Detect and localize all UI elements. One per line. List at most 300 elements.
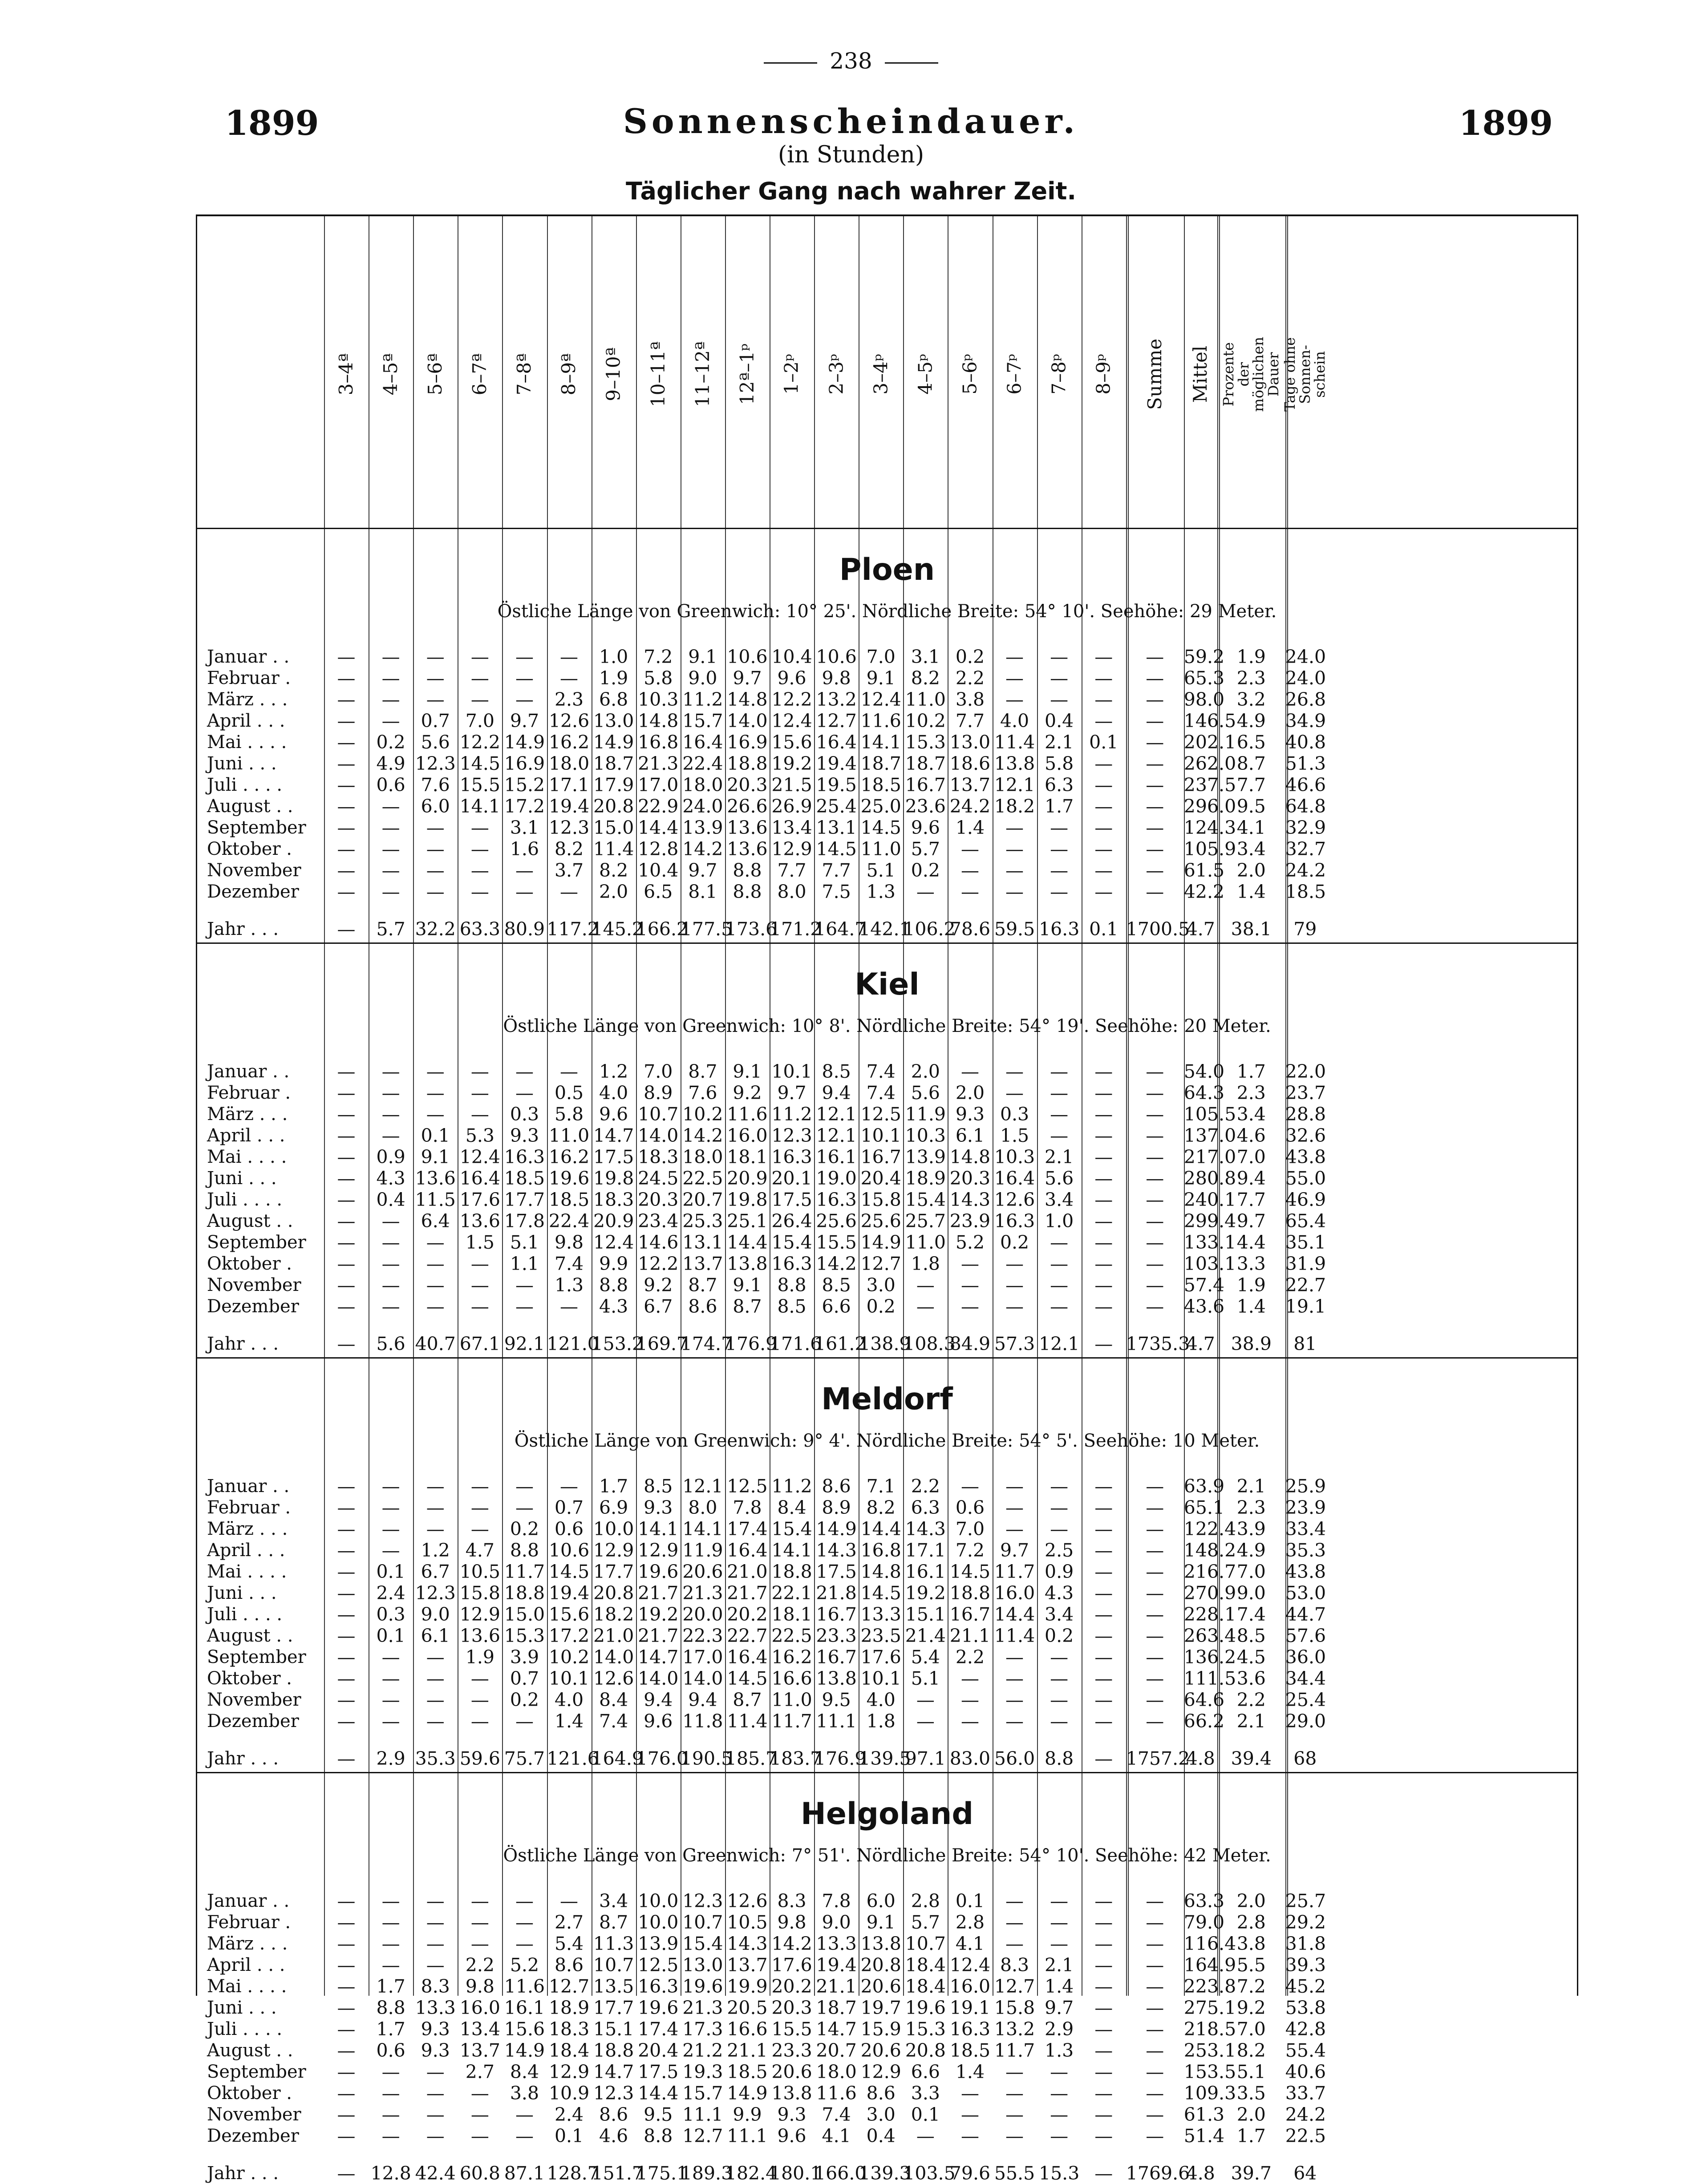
table-cell: 16.7 [860, 1146, 901, 1168]
table-cell: — [1094, 2104, 1113, 2125]
table-cell: 2.0 [599, 881, 628, 902]
table-cell: — [381, 1890, 400, 1912]
table-cell: 14.3 [727, 1933, 768, 1954]
year-total-row [197, 918, 1577, 940]
table-cell: 18.8 [504, 1582, 545, 1604]
table-cell: 79.6 [949, 2163, 991, 2184]
table-cell: 18.2 [593, 1604, 634, 1625]
table-cell: 4.0 [554, 1689, 584, 1711]
table-cell: — [1050, 1476, 1069, 1497]
table-cell: 75.7 [504, 1748, 545, 1769]
table-cell: 40.6 [1285, 2061, 1326, 2083]
table-cell: 18.7 [905, 753, 946, 774]
table-cell: 14.4 [994, 1604, 1035, 1625]
table-cell: — [337, 1333, 356, 1355]
table-row [197, 1082, 1577, 1104]
table-cell: 13.8 [771, 2083, 812, 2104]
table-cell: 21.3 [682, 1582, 723, 1604]
table-cell: — [470, 1890, 489, 1912]
table-cell: 9.6 [777, 667, 806, 689]
column-header [547, 225, 592, 523]
table-cell: 5.3 [465, 1125, 494, 1146]
table-cell: 61.5 [1183, 860, 1225, 881]
table-cell: — [470, 881, 489, 902]
table-cell: 17.5 [638, 2061, 679, 2083]
table-cell: 18.0 [682, 774, 723, 796]
table-cell: 1700.5 [1126, 918, 1190, 940]
table-cell: 19.2 [771, 753, 812, 774]
table-cell: 11.4 [727, 1711, 768, 1732]
table-cell: 12.6 [727, 1890, 768, 1912]
table-cell: — [1050, 817, 1069, 838]
table-cell: 177.5 [680, 918, 733, 940]
table-cell: — [337, 1954, 356, 1976]
table-cell: 7.6 [688, 1082, 717, 1104]
table-cell: 19.6 [682, 1976, 723, 1997]
table-cell: 20.8 [860, 1954, 901, 1976]
table-cell: 25.1 [727, 1210, 768, 1232]
table-cell: — [337, 1274, 356, 1296]
table-cell: 139.3 [859, 2163, 911, 2184]
table-cell: 1.3 [1045, 2040, 1074, 2061]
table-cell: 16.6 [727, 2018, 768, 2040]
row-label: September [207, 2062, 306, 2082]
table-cell: 1.5 [465, 1232, 494, 1253]
table-cell: 12.9 [860, 2061, 901, 2083]
sunshine-table [196, 214, 1578, 2184]
table-cell: 3.0 [866, 2104, 896, 2125]
table-cell: 1.7 [376, 1976, 405, 1997]
table-cell: — [1094, 1104, 1113, 1125]
table-cell: 21.1 [949, 1625, 991, 1646]
table-cell: 14.9 [504, 732, 545, 753]
table-cell: 1.3 [866, 881, 896, 902]
table-cell: — [960, 1711, 979, 1732]
table-cell: — [1094, 1689, 1113, 1711]
table-cell: — [1050, 1646, 1069, 1668]
table-cell: 138.9 [859, 1333, 911, 1355]
table-cell: 0.4 [1045, 710, 1074, 732]
table-cell: 5.1 [510, 1232, 539, 1253]
table-cell: 19.4 [816, 753, 857, 774]
table-cell: 9.6 [777, 2125, 806, 2147]
column-header-label: Mittel [1189, 345, 1212, 403]
row-label: März . . . [207, 1933, 288, 1954]
table-cell: 9.6 [644, 1711, 673, 1732]
table-cell: 2.4 [554, 2104, 584, 2125]
table-cell: 5.6 [1045, 1168, 1074, 1189]
table-cell: — [1050, 860, 1069, 881]
table-cell: 14.0 [638, 1668, 679, 1689]
table-cell: — [426, 689, 445, 710]
table-cell: — [426, 2083, 445, 2104]
table-cell: 28.8 [1285, 1104, 1326, 1125]
table-cell: — [1146, 1476, 1164, 1497]
column-header [369, 225, 413, 523]
table-cell: 2.3 [1236, 667, 1266, 689]
table-cell: 17.5 [816, 1561, 857, 1582]
table-cell: 32.7 [1285, 838, 1326, 860]
table-cell: — [426, 1476, 445, 1497]
table-cell: 4.9 [376, 753, 405, 774]
table-cell: 8.8 [1045, 1748, 1074, 1769]
table-cell: 0.2 [1045, 1625, 1074, 1646]
table-cell: 9.3 [777, 2104, 806, 2125]
table-cell: — [337, 2040, 356, 2061]
table-cell: — [337, 753, 356, 774]
column-header-label: 8–9ᵖ [1092, 354, 1114, 395]
table-cell: — [1005, 1253, 1024, 1274]
column-header-label: 11–12ª [691, 341, 713, 407]
table-cell: 14.4 [727, 1232, 768, 1253]
table-cell: 1.2 [421, 1540, 450, 1561]
table-cell: — [381, 1296, 400, 1317]
table-row [197, 753, 1577, 774]
table-cell: — [1005, 2104, 1024, 2125]
table-cell: — [1094, 2163, 1113, 2184]
table-cell: 7.0 [866, 646, 896, 667]
table-cell: — [1094, 2061, 1113, 2083]
table-cell: 1.7 [1236, 2125, 1266, 2147]
row-label: Oktober . [207, 839, 292, 859]
table-cell: 17.7 [593, 1561, 634, 1582]
table-cell: — [1146, 1518, 1164, 1540]
table-cell: — [426, 1689, 445, 1711]
table-cell: — [470, 817, 489, 838]
table-cell: 7.7 [1236, 1189, 1266, 1210]
table-cell: — [560, 1061, 579, 1082]
table-cell: 3.8 [955, 689, 985, 710]
table-cell: 22.7 [727, 1625, 768, 1646]
table-cell: — [381, 2061, 400, 2083]
table-cell: 18.8 [593, 2040, 634, 2061]
table-cell: 13.9 [682, 817, 723, 838]
table-cell: 24.2 [1285, 2104, 1326, 2125]
table-cell: 202.1 [1183, 732, 1236, 753]
table-cell: — [381, 1104, 400, 1125]
table-cell: — [1094, 1954, 1113, 1976]
page-subtitle: (in Stunden) [778, 142, 924, 168]
table-cell: 21.0 [593, 1625, 634, 1646]
table-cell: 2.9 [1045, 2018, 1074, 2040]
table-cell: — [1146, 1668, 1164, 1689]
table-cell: 15.8 [459, 1582, 500, 1604]
column-header [770, 225, 814, 523]
table-cell: 14.3 [949, 1189, 991, 1210]
table-cell: — [1094, 1646, 1113, 1668]
table-cell: — [1146, 1104, 1164, 1125]
table-cell: 2.8 [1236, 1912, 1266, 1933]
table-cell: 25.4 [816, 796, 857, 817]
table-cell: 146.5 [1183, 710, 1236, 732]
table-cell: 9.3 [421, 2040, 450, 2061]
table-cell: 0.2 [376, 732, 405, 753]
table-cell: 11.2 [682, 689, 723, 710]
row-label: Dezember [207, 2126, 299, 2146]
table-cell: — [381, 667, 400, 689]
table-cell: 16.4 [994, 1168, 1035, 1189]
table-cell: 182.4 [725, 2163, 778, 2184]
table-cell: — [426, 860, 445, 881]
table-cell: 20.4 [638, 2040, 679, 2061]
table-cell: 3.2 [1236, 689, 1266, 710]
table-cell: 11.0 [548, 1125, 590, 1146]
table-cell: 11.1 [816, 1711, 857, 1732]
table-cell: 217.0 [1183, 1146, 1236, 1168]
table-cell: 55.5 [994, 2163, 1035, 2184]
table-cell: 4.0 [866, 1689, 896, 1711]
table-cell: 8.5 [644, 1476, 673, 1497]
table-cell: — [470, 689, 489, 710]
table-cell: 10.2 [905, 710, 946, 732]
table-cell: 0.4 [376, 1189, 405, 1210]
table-cell: 15.5 [771, 2018, 812, 2040]
table-cell: — [1146, 646, 1164, 667]
table-cell: 0.2 [510, 1518, 539, 1540]
table-cell: 32.2 [415, 918, 456, 940]
table-cell: 10.0 [593, 1518, 634, 1540]
table-cell: 218.5 [1183, 2018, 1236, 2040]
table-cell: 10.5 [459, 1561, 500, 1582]
table-cell: — [470, 667, 489, 689]
table-cell: 17.6 [771, 1954, 812, 1976]
table-cell: 11.2 [771, 1104, 812, 1125]
table-cell: — [381, 1476, 400, 1497]
table-cell: — [337, 1476, 356, 1497]
table-cell: 4.3 [1045, 1582, 1074, 1604]
table-cell: 19.6 [638, 1997, 679, 2018]
table-cell: 20.5 [727, 1997, 768, 2018]
column-header-label: 4–5ᵖ [914, 354, 936, 395]
table-cell: 13.0 [682, 1954, 723, 1976]
table-cell: 8.8 [510, 1540, 539, 1561]
row-label: März . . . [207, 1104, 288, 1124]
row-label: Jahr . . . [207, 919, 279, 939]
table-cell: 13.6 [727, 817, 768, 838]
table-cell: 8.8 [376, 1997, 405, 2018]
table-cell: 9.5 [644, 2104, 673, 2125]
table-cell: 12.7 [994, 1976, 1035, 1997]
table-cell: — [337, 1933, 356, 1954]
table-cell: 12.2 [638, 1253, 679, 1274]
table-cell: — [381, 689, 400, 710]
table-cell: 16.8 [638, 732, 679, 753]
table-cell: 176.9 [725, 1333, 778, 1355]
table-cell: 23.6 [905, 796, 946, 817]
table-cell: — [337, 1082, 356, 1104]
table-cell: 10.1 [860, 1668, 901, 1689]
table-cell: — [1094, 817, 1113, 838]
table-cell: 1.4 [955, 817, 985, 838]
table-cell: — [1005, 838, 1024, 860]
table-cell: 0.6 [376, 774, 405, 796]
table-cell: — [337, 1997, 356, 2018]
table-row [197, 2061, 1577, 2083]
table-cell: — [1094, 838, 1113, 860]
table-cell: 9.9 [599, 1253, 628, 1274]
table-cell: — [1005, 667, 1024, 689]
table-cell: 8.2 [599, 860, 628, 881]
section-rule [197, 942, 1577, 944]
table-row [197, 667, 1577, 689]
table-cell: — [1005, 1933, 1024, 1954]
table-cell: — [515, 2125, 534, 2147]
table-row [197, 1497, 1577, 1518]
table-cell: 275.1 [1183, 1997, 1236, 2018]
column-header-label: 3–4ª [335, 353, 357, 396]
table-cell: 16.9 [504, 753, 545, 774]
table-cell: — [1146, 796, 1164, 817]
table-cell: 22.5 [771, 1625, 812, 1646]
table-cell: — [470, 1689, 489, 1711]
table-cell: 15.3 [1038, 2163, 1080, 2184]
year-right: 1899 [1459, 103, 1553, 143]
table-cell: 17.0 [638, 774, 679, 796]
table-cell: 22.3 [682, 1625, 723, 1646]
table-cell: 7.0 [465, 710, 494, 732]
table-cell: — [1146, 1604, 1164, 1625]
column-header [903, 225, 948, 523]
table-cell: — [470, 860, 489, 881]
table-cell: 1.4 [554, 1711, 584, 1732]
table-cell: 166.0 [814, 2163, 867, 2184]
table-cell: 12.1 [994, 774, 1035, 796]
table-cell: — [1005, 1689, 1024, 1711]
table-cell: — [426, 881, 445, 902]
table-cell: 22.9 [638, 796, 679, 817]
table-cell: 10.7 [638, 1104, 679, 1125]
table-cell: 32.6 [1285, 1125, 1326, 1146]
table-cell: 122.4 [1183, 1518, 1236, 1540]
table-cell: 79.0 [1183, 1912, 1225, 1933]
row-label: Juni . . . [207, 753, 277, 774]
table-cell: 7.4 [822, 2104, 851, 2125]
table-cell: 1735.3 [1126, 1333, 1190, 1355]
table-cell: — [470, 1912, 489, 1933]
table-cell: — [1050, 1912, 1069, 1933]
table-cell: 223.8 [1183, 1976, 1236, 1997]
table-cell: 18.5 [860, 774, 901, 796]
table-cell: 8.6 [688, 1296, 717, 1317]
table-cell: 9.4 [644, 1689, 673, 1711]
table-cell: 8.4 [777, 1497, 806, 1518]
column-header [859, 225, 903, 523]
table-cell: — [426, 1253, 445, 1274]
table-cell: — [381, 796, 400, 817]
table-row [197, 1689, 1577, 1711]
table-cell: 19.2 [638, 1604, 679, 1625]
table-cell: — [337, 1232, 356, 1253]
table-cell: 3.3 [911, 2083, 940, 2104]
table-cell: — [337, 667, 356, 689]
table-cell: 299.4 [1183, 1210, 1236, 1232]
table-cell: 60.8 [459, 2163, 500, 2184]
table-cell: 11.4 [593, 838, 634, 860]
table-cell: 17.3 [682, 2018, 723, 2040]
table-cell: 0.9 [1045, 1561, 1074, 1582]
table-cell: 25.7 [1285, 1890, 1326, 1912]
table-cell: 4.1 [822, 2125, 851, 2147]
table-cell: — [960, 881, 979, 902]
table-cell: — [1050, 2104, 1069, 2125]
table-cell: — [337, 1646, 356, 1668]
row-label: Jahr . . . [207, 2163, 279, 2184]
table-cell: 14.9 [593, 732, 634, 753]
table-cell: — [337, 2104, 356, 2125]
table-cell: — [1094, 1497, 1113, 1518]
column-header [413, 225, 458, 523]
table-cell: 9.7 [777, 1082, 806, 1104]
table-cell: — [337, 1604, 356, 1625]
table-cell: — [337, 1253, 356, 1274]
table-cell: 19.6 [638, 1561, 679, 1582]
table-cell: 0.1 [554, 2125, 584, 2147]
table-cell: — [515, 1082, 534, 1104]
table-cell: — [1050, 1518, 1069, 1540]
station-name: Helgoland [800, 1796, 973, 1832]
column-header [1126, 225, 1184, 523]
table-cell: 8.7 [733, 1296, 762, 1317]
table-cell: 0.7 [510, 1668, 539, 1689]
table-cell: — [1094, 2018, 1113, 2040]
table-cell: — [426, 817, 445, 838]
table-cell: 15.4 [771, 1232, 812, 1253]
table-cell: 18.4 [548, 2040, 590, 2061]
table-cell: — [1146, 1689, 1164, 1711]
table-cell: 54.0 [1183, 1061, 1225, 1082]
table-cell: — [1005, 1668, 1024, 1689]
table-cell: — [337, 1711, 356, 1732]
table-cell: 5.1 [866, 860, 896, 881]
column-header [1082, 225, 1126, 523]
table-cell: 19.8 [593, 1168, 634, 1189]
column-header-label: 3–4ᵖ [870, 354, 892, 395]
table-cell: — [1005, 2083, 1024, 2104]
table-cell: 8.7 [733, 1689, 762, 1711]
table-cell: 121.0 [547, 1333, 599, 1355]
table-cell: 10.0 [638, 1912, 679, 1933]
table-cell: 10.1 [860, 1125, 901, 1146]
table-cell: 6.0 [421, 796, 450, 817]
table-cell: — [1050, 667, 1069, 689]
table-row [197, 1274, 1577, 1296]
table-cell: — [1094, 1189, 1113, 1210]
table-cell: 1.5 [1000, 1125, 1029, 1146]
table-cell: 13.7 [727, 1954, 768, 1976]
table-cell: 20.2 [771, 1976, 812, 1997]
table-cell: 18.4 [905, 1976, 946, 1997]
table-cell: 216.7 [1183, 1561, 1236, 1582]
table-cell: — [515, 667, 534, 689]
table-cell: 3.4 [1045, 1189, 1074, 1210]
table-cell: 2.2 [465, 1954, 494, 1976]
table-cell: 6.3 [1045, 774, 1074, 796]
table-cell: 35.3 [415, 1748, 456, 1769]
table-cell: 11.6 [504, 1976, 545, 1997]
table-cell: 20.8 [593, 796, 634, 817]
table-cell: 1.2 [599, 1061, 628, 1082]
table-cell: 15.4 [682, 1933, 723, 1954]
table-cell: 13.6 [459, 1210, 500, 1232]
table-cell: — [337, 1168, 356, 1189]
table-cell: 10.7 [905, 1933, 946, 1954]
table-cell: 13.8 [727, 1253, 768, 1274]
table-cell: — [337, 2083, 356, 2104]
row-label: Januar . . [207, 647, 290, 667]
table-cell: 0.6 [376, 2040, 405, 2061]
table-cell: 18.3 [593, 1189, 634, 1210]
table-cell: — [1146, 1625, 1164, 1646]
